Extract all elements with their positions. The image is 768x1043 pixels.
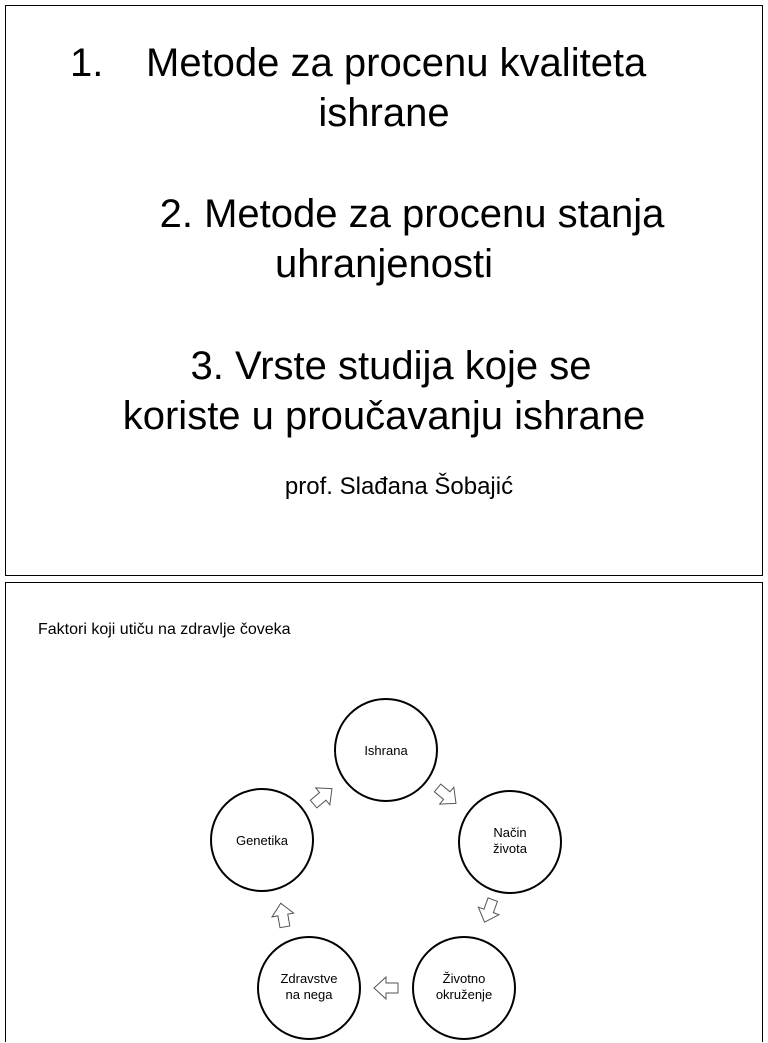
list-item-2-line-2: uhranjenosti [275, 242, 493, 286]
arrow-ishrana-to-nacin [431, 780, 464, 812]
slide-title: Faktori koji utiču na zdravlje čoveka [38, 621, 291, 638]
node-zivotno-okruzenje-label-1: Životno [442, 971, 486, 986]
cycle-diagram [6, 583, 764, 1043]
slide-1 [5, 5, 763, 576]
list-item-1-line-1: Metode za procenu kvaliteta [146, 41, 647, 85]
arrow-zivotno-to-zdravstvena [374, 977, 398, 999]
list-item-3-line-2: koriste u proučavanju ishrane [122, 394, 646, 438]
list-item-1-line-2: ishrane [318, 91, 450, 135]
slide-2 [5, 582, 763, 1042]
node-zivotno-okruzenje-label-2: okruženje [435, 987, 493, 1002]
list-item-2-line-1: 2. Metode za procenu stanja [159, 192, 665, 236]
list-item-3-line-1: 3. Vrste studija koje se [190, 344, 592, 388]
node-nacin-zivota-label-1: Način [493, 825, 527, 840]
node-ishrana-label: Ishrana [364, 743, 408, 758]
author-name: prof. Slađana Šobajić [284, 473, 514, 500]
list-item-3 [6, 341, 762, 441]
node-zdravstvena-nega-label-1: Zdravstve [280, 971, 338, 986]
node-genetika-label: Genetika [235, 833, 289, 848]
node-zdravstvena-nega-label-2: na nega [285, 987, 333, 1002]
node-nacin-zivota-label-2: života [493, 841, 527, 856]
arrow-genetika-to-ishrana [307, 780, 340, 812]
list-item-2 [6, 189, 762, 289]
arrow-nacin-to-zivotno [474, 896, 503, 926]
node-ishrana [335, 699, 437, 801]
node-genetika [211, 789, 313, 891]
node-nacin-zivota [459, 791, 561, 893]
arrow-zdravstvena-to-genetika [270, 901, 296, 928]
list-number-1: 1. [70, 41, 104, 85]
